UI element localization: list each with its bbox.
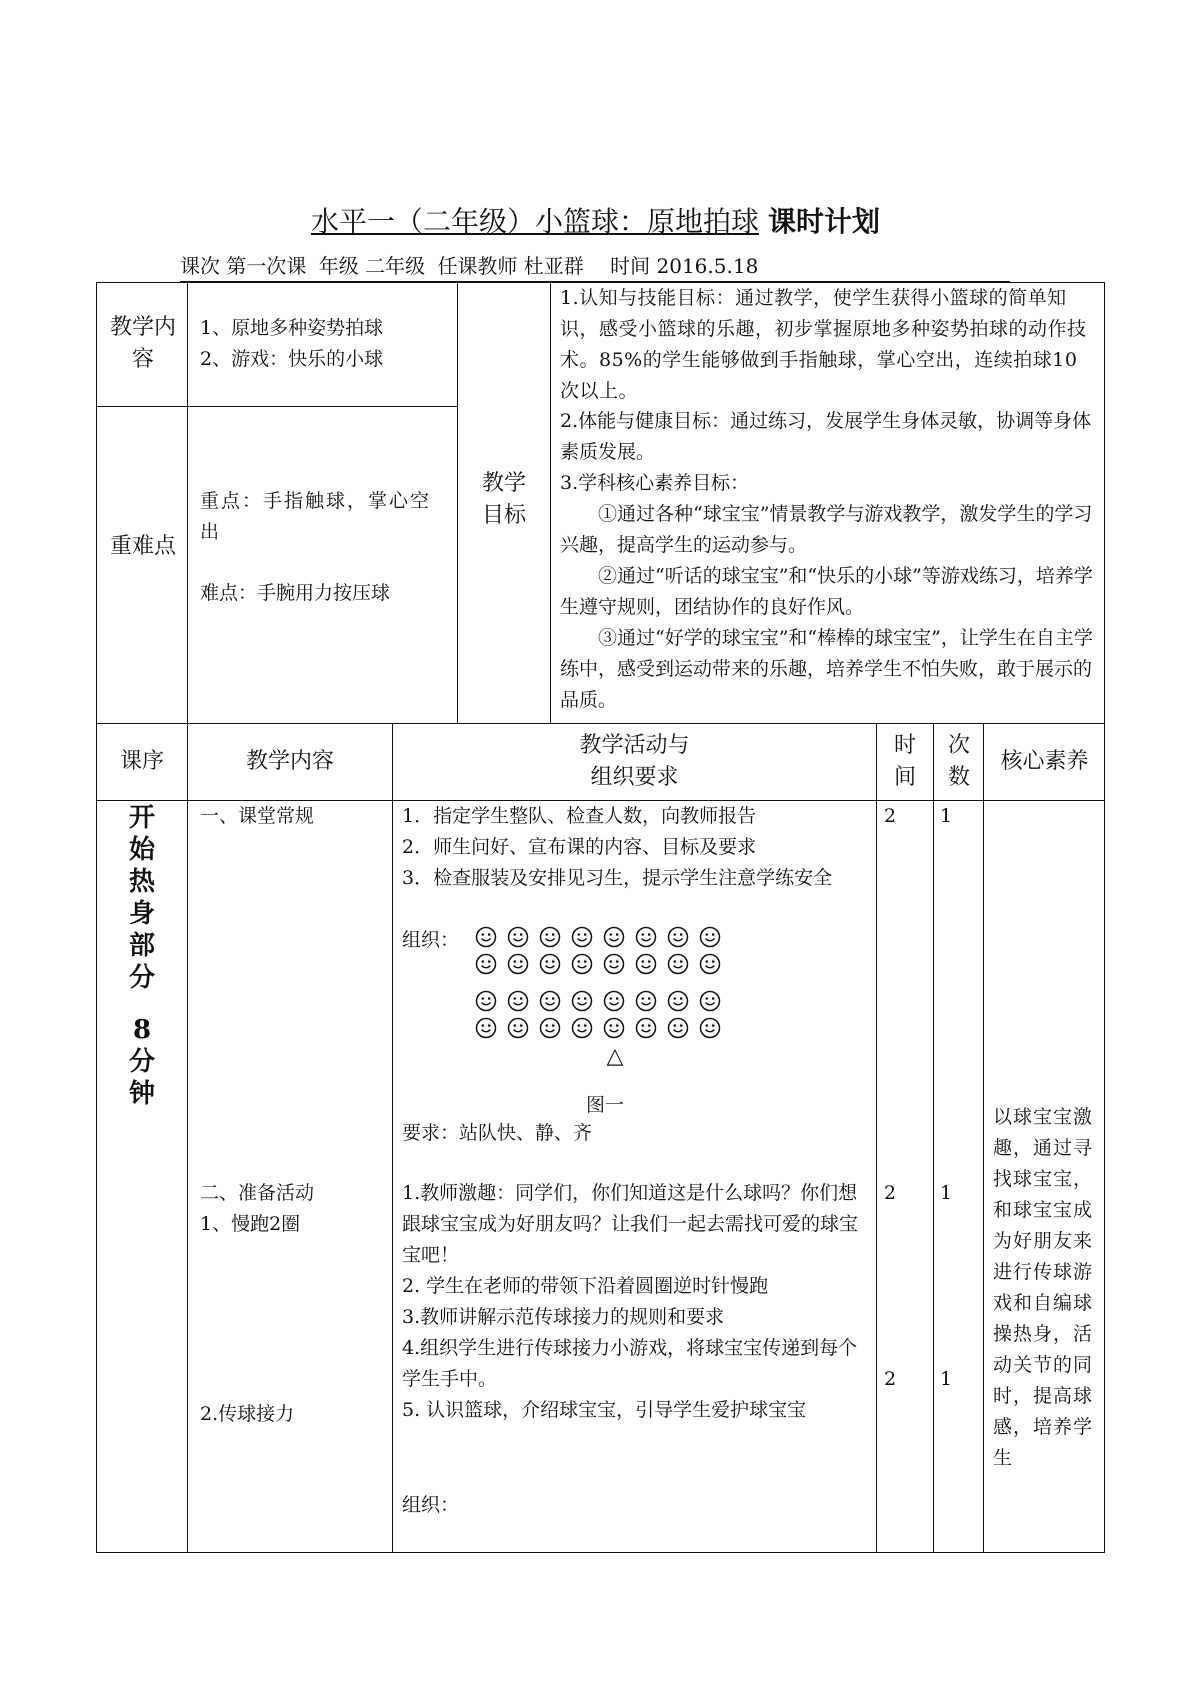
title-suffix: 课时计划: [767, 205, 880, 238]
activity-b4: 4.组织学生进行传球接力小游戏，将球宝宝传递到每个学生手中。: [402, 1337, 858, 1390]
section-label: 开 始 热 身 部 分 8 分 钟: [128, 803, 155, 1109]
header-core: 核心素养: [1000, 749, 1089, 774]
page-title: [0, 200, 1191, 240]
formation-diagram: [470, 924, 770, 1072]
keypoints-label: 重难点: [110, 534, 177, 559]
activity-b2: 2. 学生在老师的带领下沿着圆圈逆时针慢跑: [402, 1275, 769, 1297]
student-smiley-icon: [635, 926, 657, 948]
activity-2: 2．师生问好、宣布课的内容、目标及要求: [402, 836, 757, 858]
teacher-triangle-icon: △: [606, 1044, 624, 1069]
goal-1: 1.认知与技能目标：通过教学，使学生获得小篮球的简单知识，感受小篮球的乐趣，初步掌握原地多种姿势拍球的动作技术。85%的学生能够做到手指触球，掌心空出，连续拍球10次以上。: [560, 287, 1087, 402]
content-warmup: 二、准备活动: [200, 1182, 315, 1204]
org-label: 组织：: [402, 929, 460, 951]
student-smiley-icon: [571, 990, 593, 1012]
student-smiley-icon: [603, 1017, 625, 1039]
student-smiley-icon: [475, 953, 497, 975]
student-smiley-icon: [699, 953, 721, 975]
meta-lesson: 课次 第一次课: [180, 254, 307, 278]
count-3: 1: [940, 1368, 953, 1390]
student-smiley-icon: [539, 990, 561, 1012]
activity-b3: 3.教师讲解示范传球接力的规则和要求: [402, 1306, 725, 1328]
student-smiley-icon: [571, 1017, 593, 1039]
time-2: 2: [884, 1182, 897, 1204]
student-smiley-icon: [539, 926, 561, 948]
student-smiley-icon: [507, 953, 529, 975]
student-smiley-icon: [571, 953, 593, 975]
student-smiley-icon: [475, 926, 497, 948]
student-smiley-icon: [667, 1017, 689, 1039]
goal-2: 2.体能与健康目标：通过练习，发展学生身体灵敏，协调等身体素质发展。: [560, 410, 1092, 463]
formation-row: [470, 1015, 770, 1042]
student-smiley-icon: [635, 953, 657, 975]
meta-teacher: 任课教师 杜亚群: [437, 254, 584, 278]
student-smiley-icon: [603, 953, 625, 975]
difficult-point: 难点：手腕用力按压球: [200, 582, 391, 604]
student-smiley-icon: [475, 1017, 497, 1039]
student-smiley-icon: [603, 990, 625, 1012]
student-smiley-icon: [603, 926, 625, 948]
formation-row: [470, 988, 770, 1015]
content-relay: 2.传球接力: [200, 1403, 295, 1425]
goal-3b: ②通过“听话的球宝宝”和“快乐的小球”等游戏练习，培养学生遵守规则，团结协作的良好作风。: [560, 565, 1093, 618]
key-point: 重点：手指触球，掌心空出: [200, 490, 432, 543]
student-smiley-icon: [667, 926, 689, 948]
student-smiley-icon: [667, 990, 689, 1012]
header-activity-1: 教学活动与: [579, 733, 690, 758]
content-item-1: 1、原地多种姿势拍球: [200, 317, 384, 339]
content-jog: 1、慢跑2圈: [200, 1213, 301, 1235]
student-smiley-icon: [475, 990, 497, 1012]
goal-3c: ③通过“好学的球宝宝”和“棒棒的球宝宝”，让学生在自主学练中，感受到运动带来的乐趣，培养学生不怕失败，敢于展示的品质。: [560, 627, 1093, 711]
goal-3a: ①通过各种“球宝宝”情景教学与游戏教学，激发学生的学习兴趣，提高学生的运动参与。: [560, 503, 1093, 556]
activity-b1: 1.教师激趣：同学们，你们知道这是什么球吗？你们想跟球宝宝成为好朋友吗？让我们一起去需找可爱的球宝宝吧！: [402, 1182, 859, 1266]
goal-3: 3.学科核心素养目标：: [560, 472, 750, 494]
formation-row: [470, 924, 770, 951]
activity-1: 1．指定学生整队、检查人数，向教师报告: [402, 805, 757, 827]
header-order: 课序: [119, 749, 164, 774]
activity-b5: 5. 认识篮球，介绍球宝宝，引导学生爱护球宝宝: [402, 1399, 807, 1421]
time-3: 2: [884, 1368, 897, 1390]
student-smiley-icon: [507, 1017, 529, 1039]
time-1: 2: [884, 805, 897, 827]
header-count: 次数: [947, 733, 970, 790]
figure-caption: 图一: [585, 1094, 624, 1116]
student-smiley-icon: [571, 926, 593, 948]
count-1: 1: [940, 805, 953, 827]
student-smiley-icon: [667, 953, 689, 975]
student-smiley-icon: [699, 1017, 721, 1039]
student-smiley-icon: [699, 990, 721, 1012]
lesson-meta: [180, 250, 1010, 282]
student-smiley-icon: [507, 926, 529, 948]
meta-time: 时间 2016.5.18: [610, 254, 759, 278]
org-label-2: 组织：: [402, 1494, 460, 1516]
student-smiley-icon: [635, 990, 657, 1012]
goal-label: 教学目标: [481, 471, 526, 528]
header-time: 时间: [893, 733, 916, 790]
student-smiley-icon: [699, 926, 721, 948]
meta-grade: 年级 二年级: [318, 254, 426, 278]
activity-3: 3．检查服装及安排见习生，提示学生注意学练安全: [402, 867, 833, 889]
requirement: 要求：站队快、静、齐: [402, 1122, 593, 1144]
header-activity-2: 组织要求: [590, 765, 679, 790]
student-smiley-icon: [539, 1017, 561, 1039]
title-main: 水平一（二年级）小篮球：原地拍球: [311, 205, 760, 238]
header-content: 教学内容: [245, 749, 334, 774]
student-smiley-icon: [635, 1017, 657, 1039]
student-smiley-icon: [507, 990, 529, 1012]
student-smiley-icon: [539, 953, 561, 975]
content-item-2: 2、游戏：快乐的小球: [200, 348, 384, 370]
content-routine: 一、课堂常规: [200, 805, 315, 827]
count-2: 1: [940, 1182, 953, 1204]
content-label: 教学内容: [109, 315, 176, 372]
core-literacy: 以球宝宝激趣，通过寻找球宝宝，和球宝宝成为好朋友来进行传球游戏和自编球操热身，活动关节的同时，提高球感，培养学生: [993, 1106, 1094, 1469]
formation-row: [470, 951, 770, 978]
